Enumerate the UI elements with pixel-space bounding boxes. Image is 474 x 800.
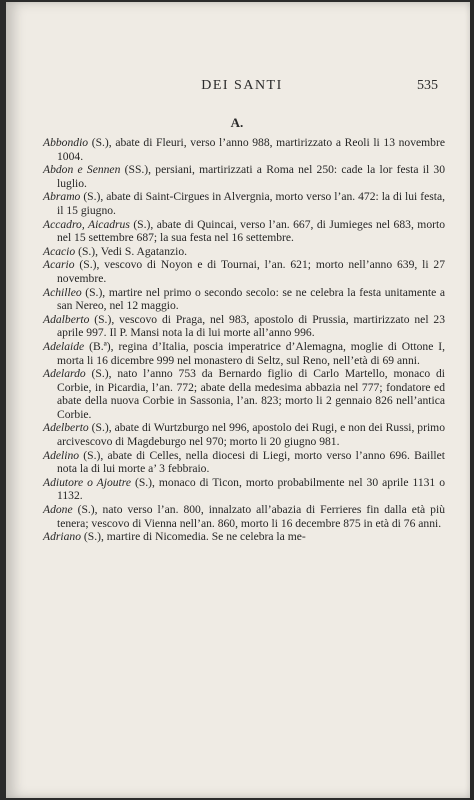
entry-headword: Adalberto: [43, 312, 90, 326]
entry-headword: Achilleo: [43, 285, 82, 299]
entry: [43, 367, 445, 421]
entry-text: (S.), martire nel primo o secondo secolo: se ne celebra la festa unitamente a san Nereo, nel 12 maggio.: [57, 285, 445, 313]
running-title: DEI SANTI: [201, 78, 283, 93]
entry-headword: Adelardo: [43, 367, 86, 381]
entry-headword: Adriano: [43, 530, 82, 544]
entry-headword: Abramo: [43, 190, 81, 204]
entry: [43, 530, 445, 544]
entry-text: (S.), abate di Fleuri, verso l’anno 988, martirizzato a Reoli li 13 novembre 1004.: [57, 136, 445, 163]
entry: [43, 421, 445, 448]
running-head: [46, 78, 438, 98]
entry: [43, 258, 445, 285]
entry-headword: Adelaide: [43, 339, 85, 353]
entry-headword: Accadro, Aicadrus: [43, 217, 130, 231]
entry-text: (S.), Vedi S. Agatanzio.: [75, 244, 188, 258]
entry-text: (S.), nato verso l’an. 800, innalzato all’abazia di Ferrieres fin dalla età più tenera; vescovo di Vienna nell’an. 860, morto li 16 decembre 875 in età di 76 anni.: [57, 503, 445, 530]
entry-text: (S.), abate di Celles, nella diocesi di Liegi, morto verso l’anno 696. Baillet nota la di lui morte a’ 3 febbraio.: [57, 448, 445, 476]
entry-headword: Acario: [43, 258, 75, 272]
entry: [43, 449, 445, 476]
entry-text: (S.), abate di Wurtzburgo nel 996, apostolo dei Rugi, e non dei Russi, primo arcivescovo di Magdeburgo nel 970; morto li 20 giugno 981.: [57, 421, 445, 449]
entry: [43, 218, 445, 245]
entry-headword: Adone: [43, 503, 73, 517]
entry-text: (S.), abate di Saint-Cirgues in Alvergnia, morto verso l’an. 472: la di lui festa, il 15 giugno.: [57, 190, 445, 217]
entry-text: (B.ª), regina d’Italia, poscia imperatrice d’Alemagna, moglie di Ottone I, morta li 16 dicembre 999 nel monastero di Seltz, sul Reno, nell’età di 69 anni.: [57, 339, 445, 367]
entry-list: [43, 136, 445, 544]
entry-text: (S.), martire di Nicomedia. Se ne celebra la me-: [81, 530, 306, 544]
entry-headword: Adelberto: [43, 421, 89, 435]
entry: [43, 286, 445, 313]
entry: [43, 190, 445, 217]
entry-headword: Adelino: [43, 448, 80, 462]
entry-text: (S.), nato l’anno 753 da Bernardo figlio di Carlo Martello, monaco di Corbie, in Picardia, l’an. 772; abate della medesima abbazia nel 777; fondatore ed abate della nuova Corbie in Sassonia, l’an. 823; morto li 2 gennaio 826 nell’antica Corbie.: [57, 367, 445, 421]
entry-text: (S.), monaco di Ticon, morto probabilmente nel 30 aprile 1131 o 1132.: [57, 475, 445, 503]
entry-text: (S.), abate di Quincai, verso l’an. 667, di Jumieges nel 683, morto nel 15 settembre 687; la sua festa nel 16 settembre.: [57, 217, 445, 245]
entry-headword: Adiutore o Ajoutre: [43, 475, 132, 489]
entry: [43, 163, 445, 190]
entry-text: (SS.), persiani, martirizzati a Roma nel 250: cade la lor festa il 30 luglio.: [57, 163, 445, 190]
page-number: 535: [417, 78, 438, 93]
entry: [43, 313, 445, 340]
entry-text: (S.), vescovo di Praga, nel 983, apostolo di Prussia, martirizzato nel 23 aprile 997. Il P. Mansi nota la di lui morte all’anno 996.: [57, 312, 445, 340]
section-letter: A.: [230, 115, 244, 130]
entry: [43, 340, 445, 367]
entry-headword: Abdon e Sennen: [43, 163, 121, 177]
entry-headword: Abbondio: [43, 136, 89, 149]
entry: [43, 136, 445, 163]
entry-text: (S.), vescovo di Noyon e di Tournai, l’an. 621; morto nell’anno 639, li 27 novembre.: [57, 258, 445, 285]
entry: [43, 476, 445, 503]
entry: [43, 503, 445, 530]
entry-headword: Acacio: [43, 244, 76, 258]
entry: [43, 245, 445, 259]
